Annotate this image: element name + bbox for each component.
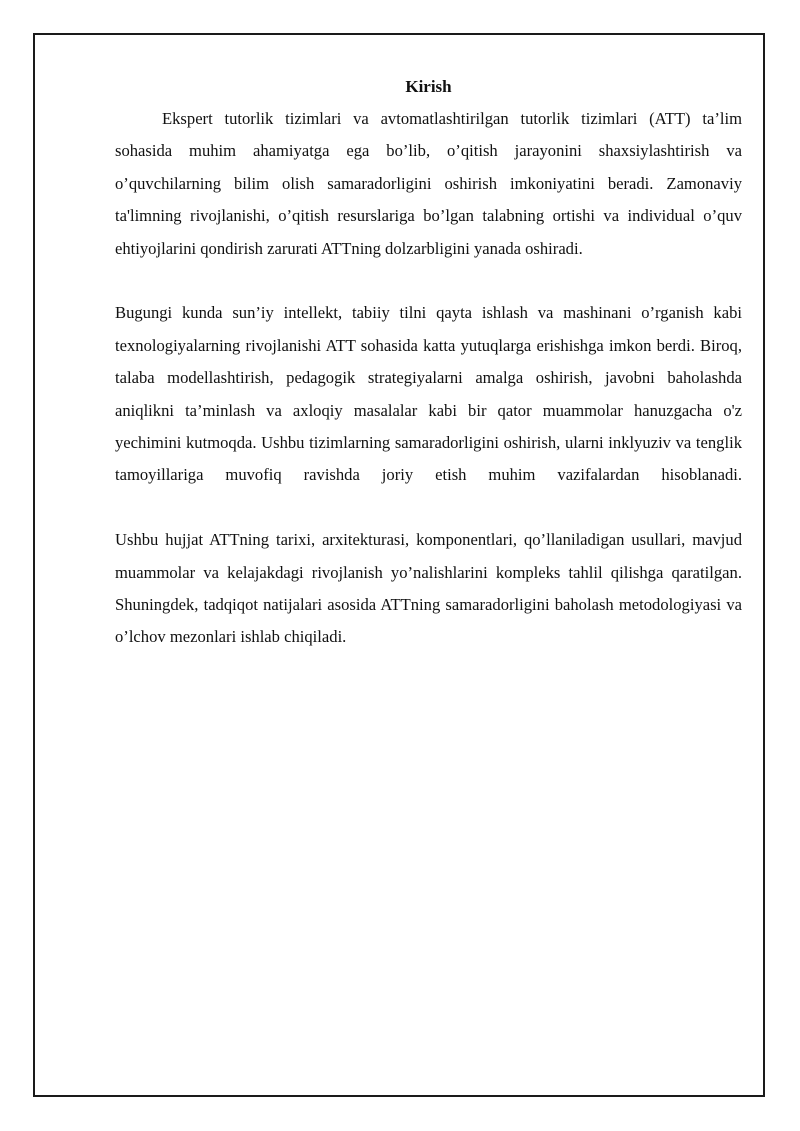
paragraph-intro: Ekspert tutorlik tizimlari va avtomatlashtirilgan tutorlik tizimlari (ATT) ta’lim sohasida muhim ahamiyatga ega bo’lib, o’qitish jarayonini shaxsiylashtirish va o’quvchilarning bilim olish samaradorligini oshirish imkoniyatini beradi. Zamonaviy ta'limning rivojlanishi, o’qitish resurslariga bo’lgan talabning ortishi va individual o’quv ehtiyojlarini qondirish zarurati ATTning dolzarbligini yanada oshiradi. <box>115 109 742 258</box>
paragraph-scope: Ushbu hujjat ATTning tarixi, arxitekturasi, komponentlari, qo’llaniladigan usullari, mavjud muammolar va kelajakdagi rivojlanish yo’nalishlarini kompleks tahlil qilishga qaratilgan. Shuningdek, tadqiqot natijalari asosida ATTning samaradorligini baholash metodologiyasi va o’lchov mezonlari ishlab chiqiladi. <box>115 530 742 647</box>
document-title: Kirish <box>405 77 452 96</box>
document-body <box>115 76 742 654</box>
paragraph-challenges: Bugungi kunda sun’iy intellekt, tabiiy tilni qayta ishlash va mashinani o’rganish kabi texnologiyalarning rivojlanishi ATT sohasida katta yutuqlarga erishishga imkon berdi. Biroq, talaba modellashtirish, pedagogik strategiyalarni amalga oshirish, javobni baholashda aniqlikni ta’minlash va axloqiy masalalar kabi bir qator muammolar hanuzgacha o'z yechimini kutmoqda. Ushbu tizimlarning samaradorligini oshirish, ularni inklyuziv va tenglik tamoyillariga muvofiq ravishda joriy etish muhim vazifalardan hisoblanadi. <box>115 303 742 485</box>
paragraph-gap <box>115 492 742 524</box>
paragraph-gap <box>115 265 742 297</box>
